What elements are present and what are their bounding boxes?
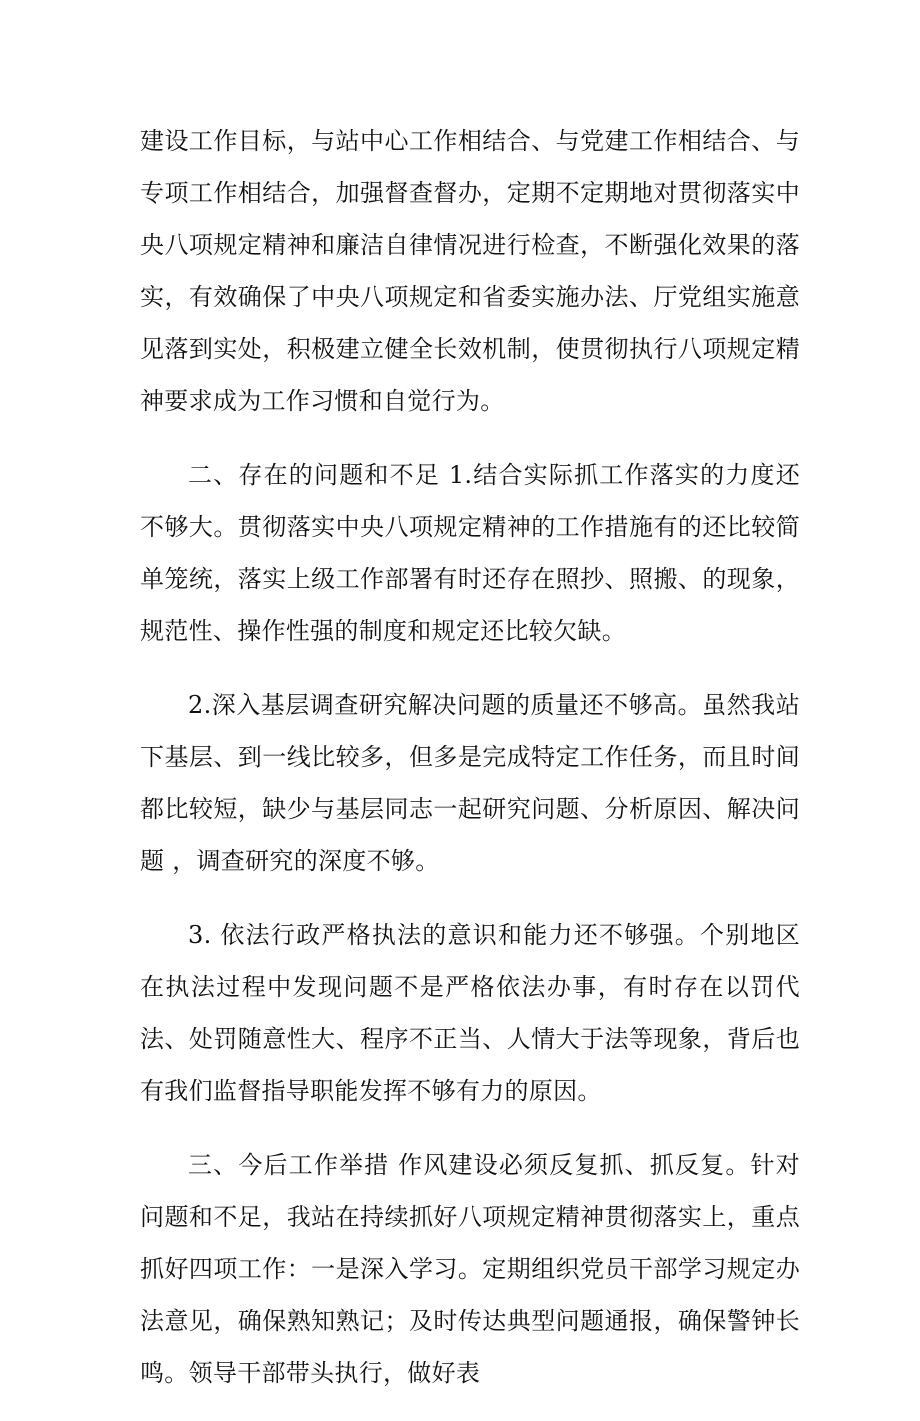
document-body bbox=[140, 115, 800, 1421]
paragraph-section-two: 二、存在的问题和不足 1.结合实际抓工作落实的力度还不够大。贯彻落实中央八项规定精神的工作措施有的还比较简单笼统，落实上级工作部署有时还存在照抄、照搬、的现象，规范性、操作性强的制度和规定还比较欠缺。 bbox=[140, 461, 800, 645]
paragraph-continuation: 建设工作目标，与站中心工作相结合、与党建工作相结合、与专项工作相结合，加强督查督办，定期不定期地对贯彻落实中央八项规定精神和廉洁自律情况进行检查，不断强化效果的落实，有效确保了中央八项规定和省委实施办法、厅党组实施意见落到实处，积极建立健全长效机制，使贯彻执行八项规定精神要求成为工作习惯和自觉行为。 bbox=[140, 127, 800, 415]
paragraph-item-three: 3. 依法行政严格执法的意识和能力还不够强。个别地区在执法过程中发现问题不是严格依法办事，有时存在以罚代法、处罚随意性大、程序不正当、人情大于法等现象，背后也有我们监督指导职能发挥不够有力的原因。 bbox=[140, 921, 800, 1105]
paragraph-section-three: 三、今后工作举措 作风建设必须反复抓、抓反复。针对问题和不足，我站在持续抓好八项规定精神贯彻落实上，重点抓好四项工作：一是深入学习。定期组织党员干部学习规定办法意见，确保熟知熟记；及时传达典型问题通报，确保警钟长鸣。领导干部带头执行，做好表 bbox=[140, 1151, 800, 1387]
paragraph-item-two: 2.深入基层调查研究解决问题的质量还不够高。虽然我站下基层、到一线比较多，但多是完成特定工作任务，而且时间都比较短，缺少与基层同志一起研究问题、分析原因、解决问题 ，调查研究的深度不够。 bbox=[140, 691, 800, 875]
